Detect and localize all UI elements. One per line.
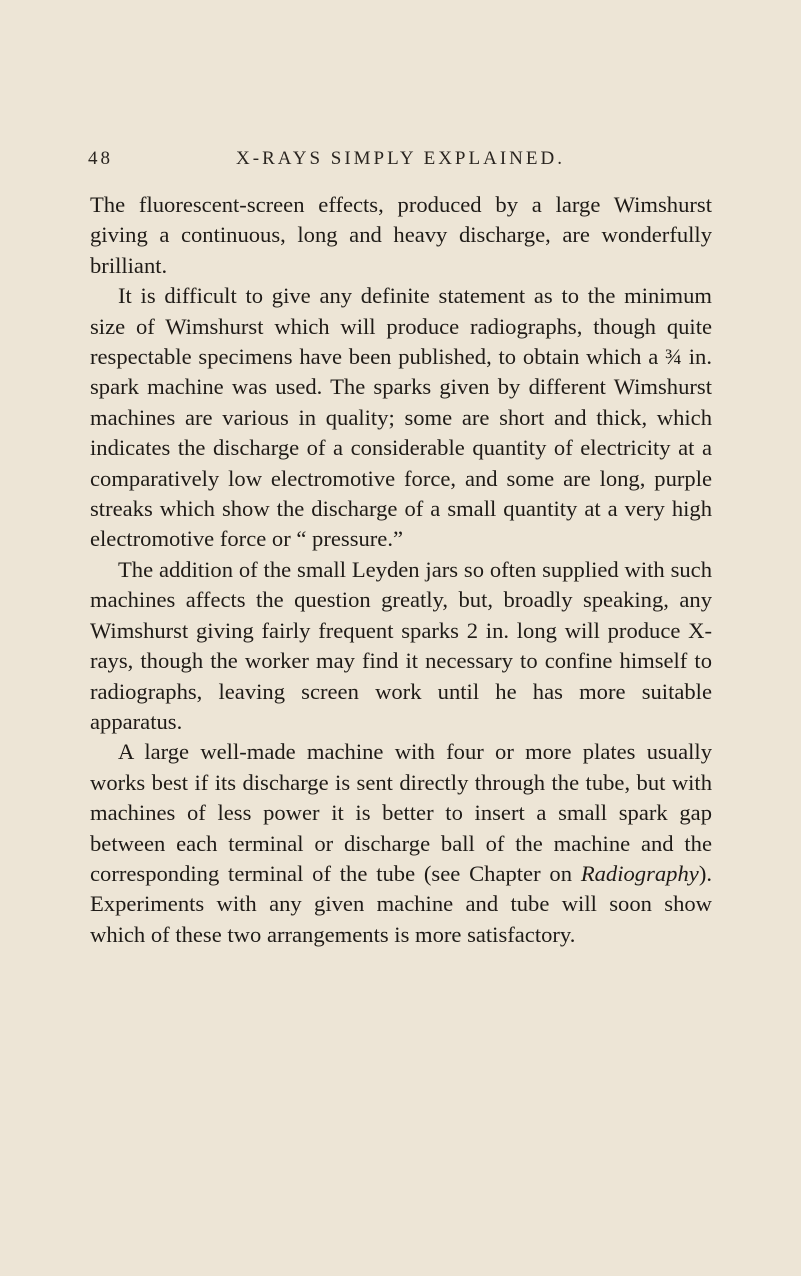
paragraph-4-text-after: ). Experiments with any given machine and tube will soon show which of these two arrangements is more satisfactory. <box>90 860 712 947</box>
running-head <box>88 148 713 178</box>
running-title: X-RAYS SIMPLY EXPLAINED. <box>236 148 565 169</box>
paragraph-4 <box>90 737 712 950</box>
chapter-reference: Radiography <box>580 860 699 886</box>
paragraph-1: The fluorescent-screen effects, produced by a large Wimshurst giving a continuous, long and heavy discharge, are wonderfully brilliant. <box>90 192 712 278</box>
paragraph-4-text-before: A large well-made machine with four or more plates usually works best if its discharge is sent directly through the tube, but with machines of less power it is better to insert a small spark gap between each terminal or discharge ball of the machine and the corresponding terminal of the tube (see Chapter on <box>90 739 712 886</box>
body-text <box>90 190 712 950</box>
paragraph-3: The addition of the small Leyden jars so often supplied with such machines affects the question greatly, but, broadly speaking, any Wimshurst giving fairly frequent sparks 2 in. long will produce X-rays, though the worker may find it necessary to confine himself to radiographs, leaving screen work until he has more suitable apparatus. <box>90 556 712 734</box>
page-number: 48 <box>88 148 113 169</box>
paragraph-2: It is difficult to give any definite statement as to the minimum size of Wimshurst which will produce radiographs, though quite respectable specimens have been published, to obtain which a ¾ in. spark machine was used. The sparks given by different Wimshurst machines are various in quality; some are short and thick, which indicates the discharge of a considerable quantity of electricity at a comparatively low electromotive force, and some are long, purple streaks which show the discharge of a small quantity at a very high electromotive force or “ pressure.” <box>90 283 712 552</box>
